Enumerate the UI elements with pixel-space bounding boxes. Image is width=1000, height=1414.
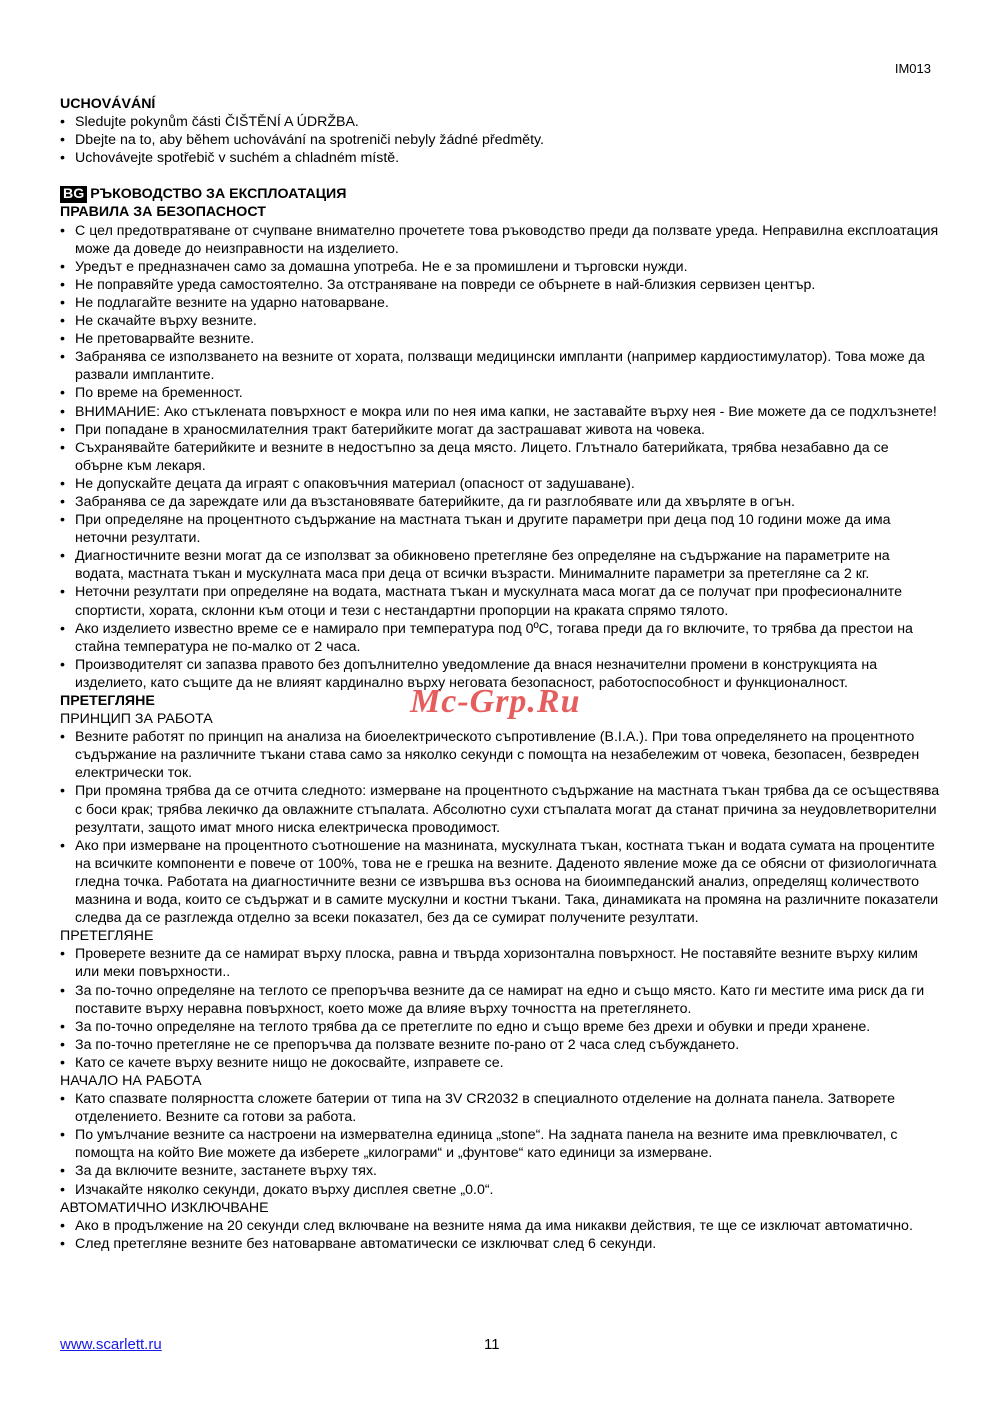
- list-item: • ВНИМАНИЕ: Ако стъклената повърхност е мокра или по нея има капки, не заставайте върху нея - Вие можете да се подхлъзнете!: [60, 403, 940, 421]
- list-item: • Неточни резултати при определяне на водата, мастната тъкан и мускулната маса могат да се получат при професионалните спортисти, хората, склонни към отоци и тези с нестандартни пропорции на краката спрямо тялото.: [60, 583, 940, 619]
- manual-title: РЪКОВОДСТВО ЗА ЕКСПЛОАТАЦИЯ: [90, 186, 347, 203]
- list-item: • Не допускайте децата да играят с опаковъчния материал (опасност от задушаване).: [60, 475, 940, 493]
- list-item: • За по-точно определяне на теглото трябва да се претеглите по едно и също време без дрехи и обувки и преди хранене.: [60, 1018, 940, 1036]
- autooff-title: АВТОМАТИЧНО ИЗКЛЮЧВАНЕ: [60, 1199, 269, 1216]
- safety-title: ПРАВИЛА ЗА БЕЗОПАСНОСТ: [60, 204, 266, 221]
- list-item: • Проверете везните да се намират върху плоска, равна и твърда хоризонтална повърхност. Не поставяйте везните върху килим или меки повърхности..: [60, 945, 940, 981]
- list-item: • При определяне на процентното съдържание на мастната тъкан и другите параметри при деца под 10 години може да има неточни резултати.: [60, 511, 940, 547]
- weighing-title: ПРЕТЕГЛЯНЕ: [60, 693, 155, 709]
- list-item: • Като се качете върху везните нищо не докосвайте, изправете се.: [60, 1054, 940, 1072]
- list-item: • При попадане в храносмилателния тракт батерийките могат да застрашават живота на човека.: [60, 421, 940, 439]
- cz-storage-list: [60, 113, 940, 167]
- list-item: • Не претоварвайте везните.: [60, 330, 940, 348]
- bg-manual-title-row: [60, 185, 940, 203]
- list-item: • За да включите везните, застанете върху тях.: [60, 1162, 940, 1180]
- document-body: [60, 95, 940, 1253]
- weighing-subtitle: ПРЕТЕГЛЯНЕ: [60, 928, 154, 945]
- autooff-list: [60, 1217, 940, 1253]
- list-item: • Забранява се да зареждате или да възстановявате батерийките, да ги разглобявате или да хвърляте в огън.: [60, 493, 940, 511]
- list-item: • Изчакайте няколко секунди, докато върху дисплея светне „0.0“.: [60, 1181, 940, 1199]
- language-tag: BG: [60, 186, 87, 203]
- list-item: • Ако при измерване на процентното съотношение на мазнината, мускулната тъкан, костната тъкан и водата сумата на процентите на всичките компоненти е повече от 100%, това не е грешка на везните. Даденото явление може да се обясни от физиологичната гледна точка. Работата на диагностичните везни се извършва въз основа на биоимпеданский анализ, определящ количеството мазнина и вода, които се съдържат и в самите мускулни и костни тъкани. Така, динамиката на промяна на различните показатели следва да се разглежда отделно за всеки показател, без да се сумират получените резултати.: [60, 837, 940, 927]
- list-item: • След претегляне везните без натоварване автоматически се изключват след 6 секунди.: [60, 1235, 940, 1253]
- page-number: 11: [484, 1336, 500, 1353]
- list-item: • С цел предотвратяване от счупване внимателно прочетете това ръководство преди да ползвате уреда. Неправилна експлоатация може да доведе до неизправности на изделието.: [60, 222, 940, 258]
- cz-storage-title: UCHOVÁVÁNÍ: [60, 96, 156, 112]
- list-item: • Dbejte na to, aby během uchovávání na spotreniči nebyly žádné předměty.: [60, 131, 940, 149]
- list-item: • Забранява се използването на везните от хората, ползващи медицински импланти (например кардиостимулатор). Това може да развали имплантите.: [60, 348, 940, 384]
- list-item: • За по-точно определяне на теглото се препоръчва везните да се намират на едно и също място. Като ги местите има риск да ги поставите върху неравна повърхност, което може да влияе върху точността на претеглянето.: [60, 982, 940, 1018]
- model-code: IM013: [894, 61, 931, 76]
- list-item: • По време на бременност.: [60, 384, 940, 402]
- weighing-list: [60, 945, 940, 1072]
- list-item: • Не скачайте върху везните.: [60, 312, 940, 330]
- list-item: • Ако в продължение на 20 секунди след включване на везните няма да има никакви действия, те ще се изключат автоматично.: [60, 1217, 940, 1235]
- list-item: • Уредът е предназначен само за домашна употреба. Не е за промишлени и търговски нужди.: [60, 258, 940, 276]
- principle-list: [60, 728, 940, 927]
- watermark: Mc-Grp.Ru: [410, 683, 581, 720]
- list-item: • Като спазвате полярността сложете батерии от типа на 3V CR2032 в специалното отделение на долната панела. Затворете отделението. Везните са готови за работа.: [60, 1090, 940, 1126]
- list-item: • Не поправяйте уреда самостоятелно. За отстраняване на повреди се обърнете в най-близкия сервизен център.: [60, 276, 940, 294]
- start-list: [60, 1090, 940, 1199]
- list-item: • За по-точно претегляне не се препоръчва да ползвате везните по-рано от 2 часа след събуждането.: [60, 1036, 940, 1054]
- list-item: • Ако изделието известно време се е намирало при температура под 0ºC, тогава преди да го включите, то трябва да престои на стайна температура не по-малко от 2 часа.: [60, 620, 940, 656]
- list-item: • Sledujte pokynům části ČIŠTĚNÍ A ÚDRŽBA.: [60, 113, 940, 131]
- list-item: • Везните работят по принцип на анализа на биоелектрическото съпротивление (B.I.A.). При това определянето на процентното съдържание на различните тъкани става само за няколко секунди с помощта на незабележим от човека, безопасен, безвреден електрически ток.: [60, 728, 940, 782]
- list-item: • Диагностичните везни могат да се използват за обикновено претегляне без определяне на съдържание на параметрите на водата, мастната тъкан и мускулната маса при деца от всички възрасти. Минималните параметри за претегляне са 2 кг.: [60, 547, 940, 583]
- list-item: • Не подлагайте везните на ударно натоварване.: [60, 294, 940, 312]
- principle-title: ПРИНЦИП ЗА РАБОТА: [60, 711, 213, 728]
- list-item: • Съхранявайте батерийките и везните в недостъпно за деца място. Лицето. Глътнало батерийката, трябва незабавно да се обърне към лекаря.: [60, 439, 940, 475]
- list-item: • Uchovávejte spotřebič v suchém a chladném místě.: [60, 149, 940, 167]
- list-item: • По умълчание везните са настроени на измервателна единица „stone“. На задната панела на везните има превключвател, с помощта на който Вие можете да изберете „килограми“ и „фунтове“ като единици за измерване.: [60, 1126, 940, 1162]
- safety-list: [60, 222, 940, 692]
- start-title: НАЧАЛО НА РАБОТА: [60, 1072, 202, 1089]
- list-item: • При промяна трябва да се отчита следното: измерване на процентното съдържание на мастната тъкан трябва да се осъществява с боси крак; трябва лекичко да овлажните стъпалата. Абсолютно сухи стъпалата могат да станат причина за неудовлетворителни резултати, защото имат много ниска електрическа проводимост.: [60, 782, 940, 836]
- list-item: • Производителят си запазва правото без допълнително уведомление да внася незначителни промени в конструкцията на изделието, като същите да не влияят кардинално върху неговата безопасност, работоспособност и функционалност.: [60, 656, 940, 692]
- website-link[interactable]: www.scarlett.ru: [60, 1336, 162, 1353]
